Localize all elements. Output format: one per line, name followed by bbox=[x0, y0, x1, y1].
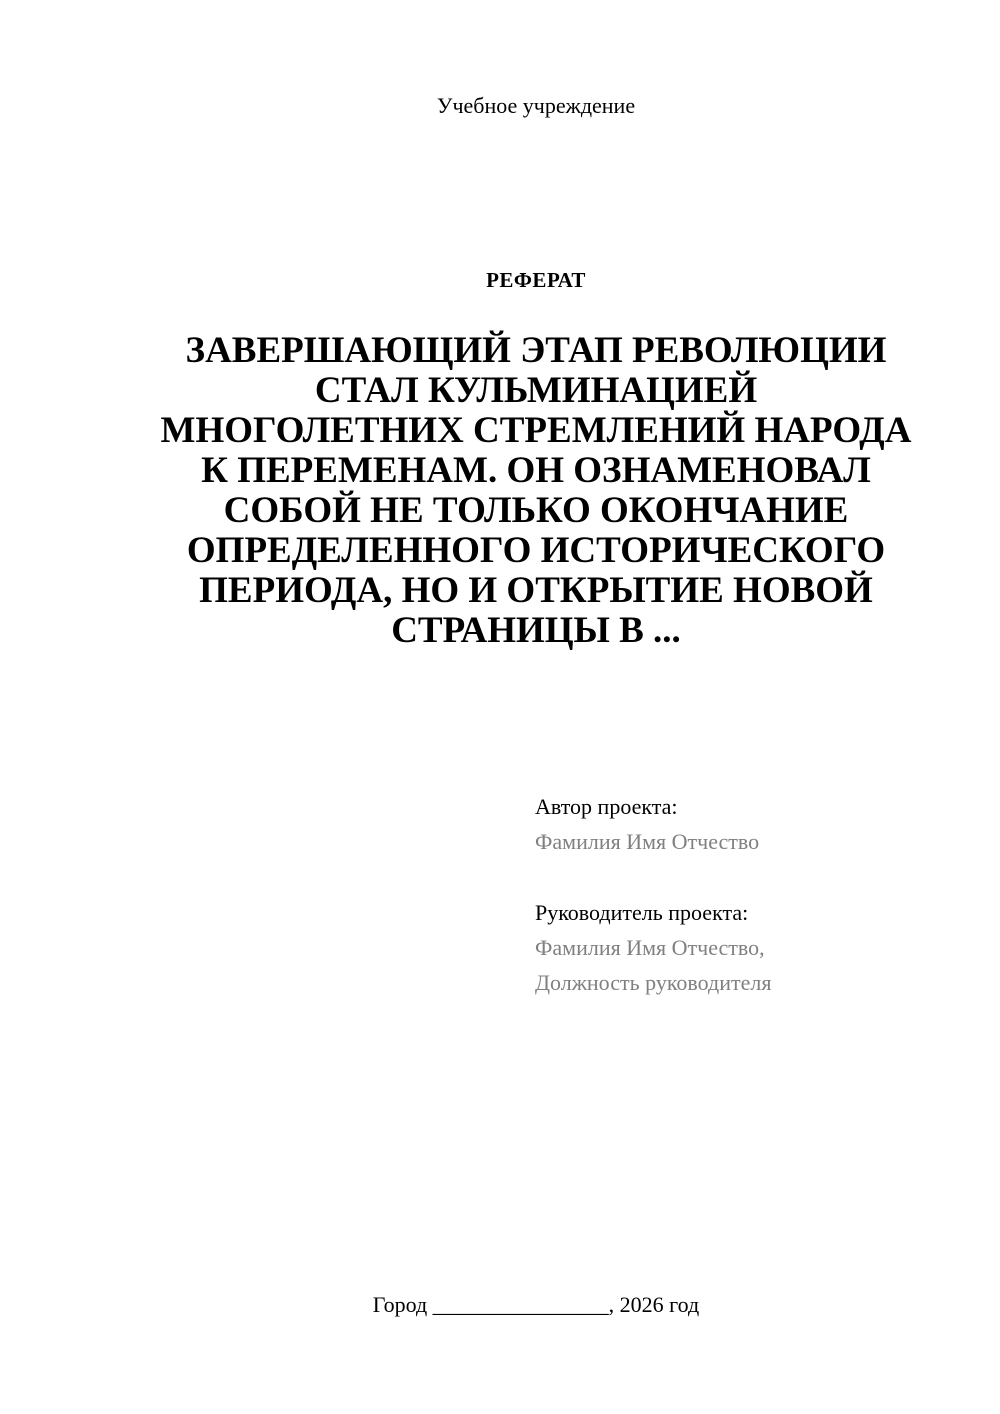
credits-block bbox=[535, 789, 975, 1000]
author-name: Фамилия Имя Отчество bbox=[535, 829, 760, 854]
document-title: ЗАВЕРШАЮЩИЙ ЭТАП РЕВОЛЮЦИИ СТАЛ КУЛЬМИНАЦИЕЙ МНОГОЛЕТНИХ СТРЕМЛЕНИЙ НАРОДА К ПЕРЕМЕНАМ. ОН ОЗНАМЕНОВАЛ СОБОЙ НЕ ТОЛЬКО ОКОНЧАНИЕ ОПРЕДЕЛЕННОГО ИСТОРИЧЕСКОГО ПЕРИОДА, НО И ОТКРЫТИЕ НОВОЙ СТРАНИЦЫ В ... bbox=[160, 330, 912, 651]
document-type: РЕФЕРАТ bbox=[486, 268, 586, 292]
supervisor-label: Руководитель проекта: bbox=[535, 900, 749, 925]
institution-name: Учебное учреждение bbox=[436, 93, 636, 118]
city-year-line: Город ________________, 2026 год bbox=[372, 1292, 700, 1317]
author-block bbox=[535, 789, 975, 859]
supervisor-name: Фамилия Имя Отчество, bbox=[535, 935, 765, 960]
author-label: Автор проекта: bbox=[535, 794, 678, 819]
supervisor-position: Должность руководителя bbox=[535, 970, 772, 995]
supervisor-block bbox=[535, 895, 975, 1000]
